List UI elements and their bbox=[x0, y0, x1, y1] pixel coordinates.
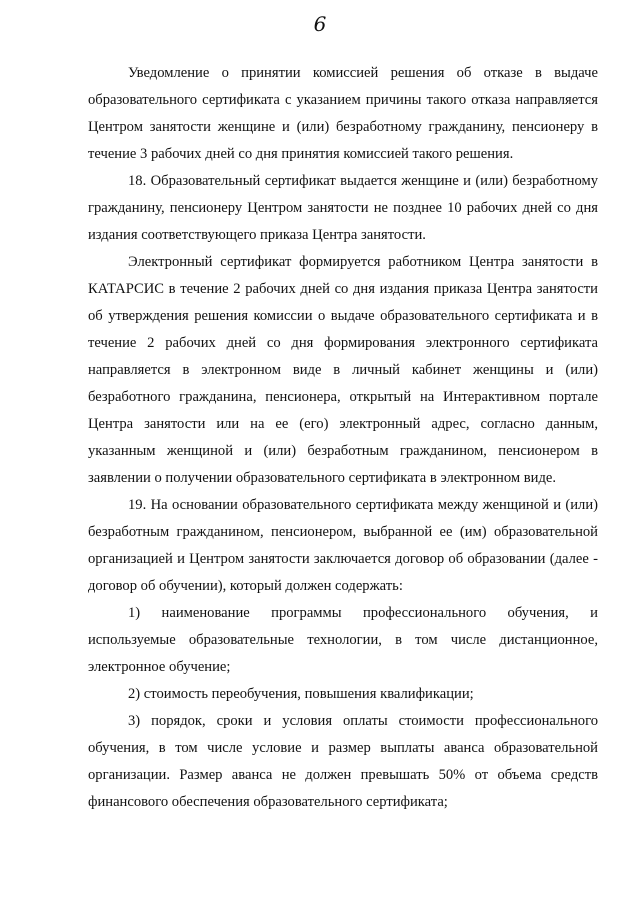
paragraph-19: 19. На основании образовательного сертификата между женщиной и (или) безработным гражданином, пенсионером, выбранной ее (им) образовательной организацией и Центром занятости заключается договор об образовании (далее - договор об обучении), который должен содержать: bbox=[88, 497, 598, 594]
paragraph-refusal-notice: Уведомление о принятии комиссией решения об отказе в выдаче образовательного сертификата с указанием причины такого отказа направляется Центром занятости женщине и (или) безработному гражданину, пенсионеру в течение 3 рабочих дней со дня принятия комиссией такого решения. bbox=[88, 65, 598, 162]
document-body bbox=[88, 60, 598, 816]
page-number: 6 bbox=[313, 12, 327, 36]
list-item-2: 2) стоимость переобучения, повышения квалификации; bbox=[128, 686, 474, 702]
list-item-3: 3) порядок, сроки и условия оплаты стоимости профессионального обучения, в том числе условие и размер выплаты аванса образовательной организации. Размер аванса не должен превышать 50% от объема средств финансового обеспечения образовательного сертификата; bbox=[88, 713, 598, 810]
paragraph-electronic-certificate: Электронный сертификат формируется работником Центра занятости в КАТАРСИС в течение 2 рабочих дней со дня издания приказа Центра занятости об утверждения решения комиссии о выдаче образовательного сертификата и в течение 2 рабочих дней со дня формирования электронного сертификата направляется в электронном виде в личный кабинет женщины и (или) безработного гражданина, пенсионера, открытый на Интерактивном портале Центра занятости или на ее (его) электронный адрес, согласно данным, указанным женщиной и (или) безработным гражданином, пенсионером в заявлении о получении образовательного сертификата в электронном виде. bbox=[88, 254, 598, 486]
list-item-1: 1) наименование программы профессионального обучения, и используемые образовательные технологии, в том числе дистанционное, электронное обучение; bbox=[88, 605, 598, 675]
paragraph-18: 18. Образовательный сертификат выдается женщине и (или) безработному гражданину, пенсионеру Центром занятости не позднее 10 рабочих дней со дня издания соответствующего приказа Центра занятости. bbox=[88, 173, 598, 243]
